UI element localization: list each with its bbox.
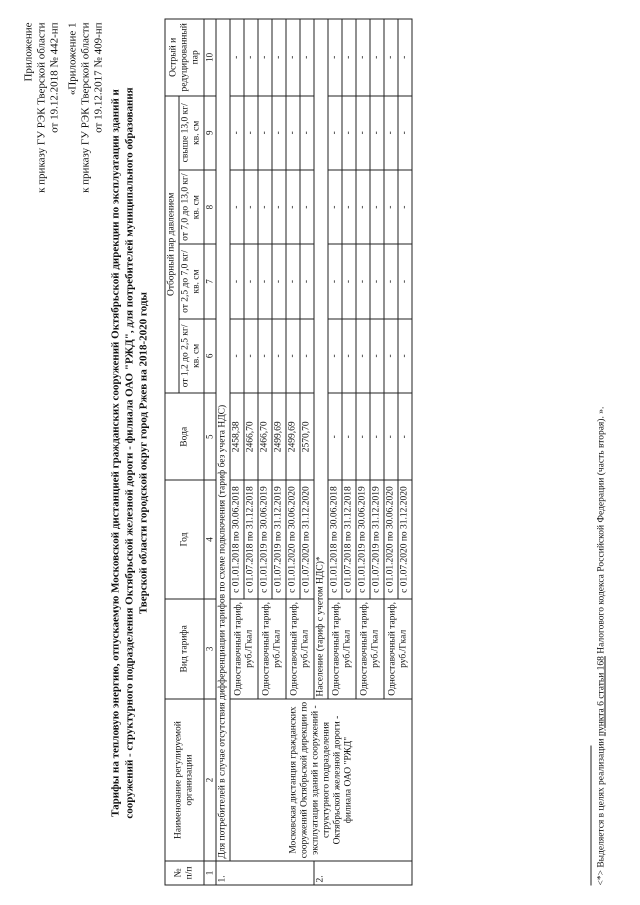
tariff-type: Одноставочный тариф, руб./Гкал [356,598,384,699]
period: с 01.07.2020 по 31.12.2020 [300,480,314,598]
water-value: - [356,393,370,480]
steam2-value: - [286,244,300,318]
tariff-type: Одноставочный тариф, руб./Гкал [230,598,258,699]
tariff-table [164,18,412,885]
steam2-value: - [384,244,398,318]
period: с 01.07.2019 по 31.12.2019 [272,480,286,598]
water-value: - [370,393,384,480]
live-steam-value: - [342,19,356,96]
steam4-value: - [286,95,300,169]
steam2-value: - [258,244,272,318]
water-value: 2466,70 [258,393,272,480]
title-line: Тверской области городской округ город Ржев на 2018-2020 годы [137,291,149,614]
col-header-water: Вода [165,393,204,480]
water-value: - [328,393,342,480]
col-header-num: № п/п [165,860,204,884]
water-value: 2466,70 [244,393,258,480]
appendix-line: к приказу ГУ РЭК Тверской области [79,22,91,193]
tariff-type: Одноставочный тариф, руб./Гкал [384,598,412,699]
live-steam-value: - [370,19,384,96]
water-value: 2499,69 [272,393,286,480]
steam1-value: - [286,318,300,392]
steam4-value: - [398,95,412,169]
period: с 01.07.2020 по 31.12.2020 [398,480,412,598]
water-value: 2499,69 [286,393,300,480]
column-index: 8 [204,169,216,243]
steam3-value: - [244,169,258,243]
steam1-value: - [300,318,314,392]
steam4-value: - [258,95,272,169]
live-steam-value: - [230,19,244,96]
appendix-line: Приложение [22,22,34,82]
live-steam-value: - [300,19,314,96]
appendix-header [22,22,61,192]
live-steam-value: - [244,19,258,96]
col-header-tariff-type: Вид тарифа [165,598,204,699]
tariff-type: Одноставочный тариф, руб./Гкал [328,598,356,699]
steam2-value: - [272,244,286,318]
live-steam-value: - [328,19,342,96]
column-index-row [204,19,216,885]
previous-appendix-header [66,22,105,192]
steam3-value: - [258,169,272,243]
steam2-value: - [244,244,258,318]
section-row [216,19,230,885]
steam1-value: - [230,318,244,392]
steam1-value: - [370,318,384,392]
steam4-value: - [384,95,398,169]
steam4-value: - [272,95,286,169]
steam3-value: - [370,169,384,243]
tariff-type: Одноставочный тариф, руб./Гкал [286,598,314,699]
water-value: - [398,393,412,480]
steam1-value: - [356,318,370,392]
col-header-steam-group: Отборный пар давлением [165,95,179,392]
steam4-value: - [244,95,258,169]
footnote-link[interactable]: пункта 6 статьи 168 [596,655,606,736]
water-value: 2458,38 [230,393,244,480]
title-line: Тарифы на тепловую энергию, отпускаемую Московской дистанцией гражданских сооружений Октябрьской дирекции по эксплуатации зданий и [109,88,121,817]
col-header-year: Год [165,480,204,598]
steam3-value: - [286,169,300,243]
live-steam-value: - [398,19,412,96]
steam2-value: - [342,244,356,318]
steam4-value: - [370,95,384,169]
steam4-value: - [230,95,244,169]
steam1-value: - [328,318,342,392]
water-value: - [384,393,398,480]
footnote-text: Налогового кодекса Российской Федерации (часть вторая). ». [596,406,606,656]
column-index: 9 [204,95,216,169]
live-steam-value: - [384,19,398,96]
col-header-steam1: от 1,2 до 2,5 кг/кв. см [179,318,204,392]
appendix-line: от 19.12.2017 № 409-нп [92,22,104,133]
steam3-value: - [230,169,244,243]
footnote-divider [590,745,591,885]
live-steam-value: - [272,19,286,96]
live-steam-value: - [258,19,272,96]
period: с 01.07.2019 по 31.12.2019 [370,480,384,598]
steam3-value: - [384,169,398,243]
header-row [165,19,179,885]
column-index: 1 [204,860,216,884]
column-index: 3 [204,598,216,699]
row-number: 1. [216,860,314,884]
steam1-value: - [272,318,286,392]
appendix-line: «Приложение 1 [66,22,78,95]
period: с 01.01.2020 по 30.06.2020 [286,480,300,598]
steam4-value: - [342,95,356,169]
col-header-live-steam: Острый и редуцированный пар [165,19,204,96]
steam4-value: - [356,95,370,169]
live-steam-value: - [356,19,370,96]
steam1-value: - [384,318,398,392]
period: с 01.07.2018 по 31.12.2018 [244,480,258,598]
column-index: 5 [204,393,216,480]
steam1-value: - [342,318,356,392]
title-line: сооружений - структурного подразделения Октябрьской железной дороги - филиала ОАО "РЖД", для потребителей муниципального образования [123,86,135,819]
section-label: Для потребителей в случае отсутствия дифференциации тарифов по схеме подключения (тариф без учета НДС) [216,19,230,861]
steam2-value: - [370,244,384,318]
steam3-value: - [328,169,342,243]
steam2-value: - [230,244,244,318]
column-index: 10 [204,19,216,96]
organization-name: Московская дистанция гражданских сооружений Октябрьской дирекции по эксплуатации зданий и сооружений - структурного подразделения Октябрьской железной дороги - филиала ОАО "РЖД" [230,699,412,861]
steam2-value: - [398,244,412,318]
tariff-type: Одноставочный тариф, руб./Гкал [258,598,286,699]
steam1-value: - [244,318,258,392]
steam1-value: - [258,318,272,392]
footnote-text: <*> Выделяется в целях реализации [596,735,606,885]
water-value: 2570,70 [300,393,314,480]
col-header-steam3: от 7,0 до 13,0 кг/кв. см [179,169,204,243]
steam3-value: - [356,169,370,243]
column-index: 7 [204,244,216,318]
col-header-steam4: свыше 13,0 кг/кв. см [179,95,204,169]
period: с 01.01.2018 по 30.06.2018 [328,480,342,598]
column-index: 2 [204,699,216,861]
steam3-value: - [398,169,412,243]
period: с 01.01.2019 по 30.06.2019 [258,480,272,598]
row-number: 2. [314,860,412,884]
steam4-value: - [300,95,314,169]
water-value: - [342,393,356,480]
period: с 01.01.2020 по 30.06.2020 [384,480,398,598]
period: с 01.01.2018 по 30.06.2018 [230,480,244,598]
period: с 01.01.2019 по 30.06.2019 [356,480,370,598]
steam1-value: - [398,318,412,392]
steam2-value: - [328,244,342,318]
column-index: 6 [204,318,216,392]
column-index: 4 [204,480,216,598]
steam3-value: - [300,169,314,243]
appendix-line: от 19.12.2018 № 442-нп [48,22,60,133]
steam2-value: - [300,244,314,318]
section-label: Население (тариф с учетом НДС)* [314,19,328,699]
steam3-value: - [342,169,356,243]
appendix-line: к приказу ГУ РЭК Тверской области [35,22,47,193]
period: с 01.07.2018 по 31.12.2018 [342,480,356,598]
footnote [596,406,606,885]
live-steam-value: - [286,19,300,96]
steam4-value: - [328,95,342,169]
document-title [108,60,150,845]
col-header-steam2: от 2,5 до 7,0 кг/кв. см [179,244,204,318]
steam2-value: - [356,244,370,318]
steam3-value: - [272,169,286,243]
table-row [230,19,244,885]
col-header-org: Наименование регулируемой организации [165,699,204,861]
